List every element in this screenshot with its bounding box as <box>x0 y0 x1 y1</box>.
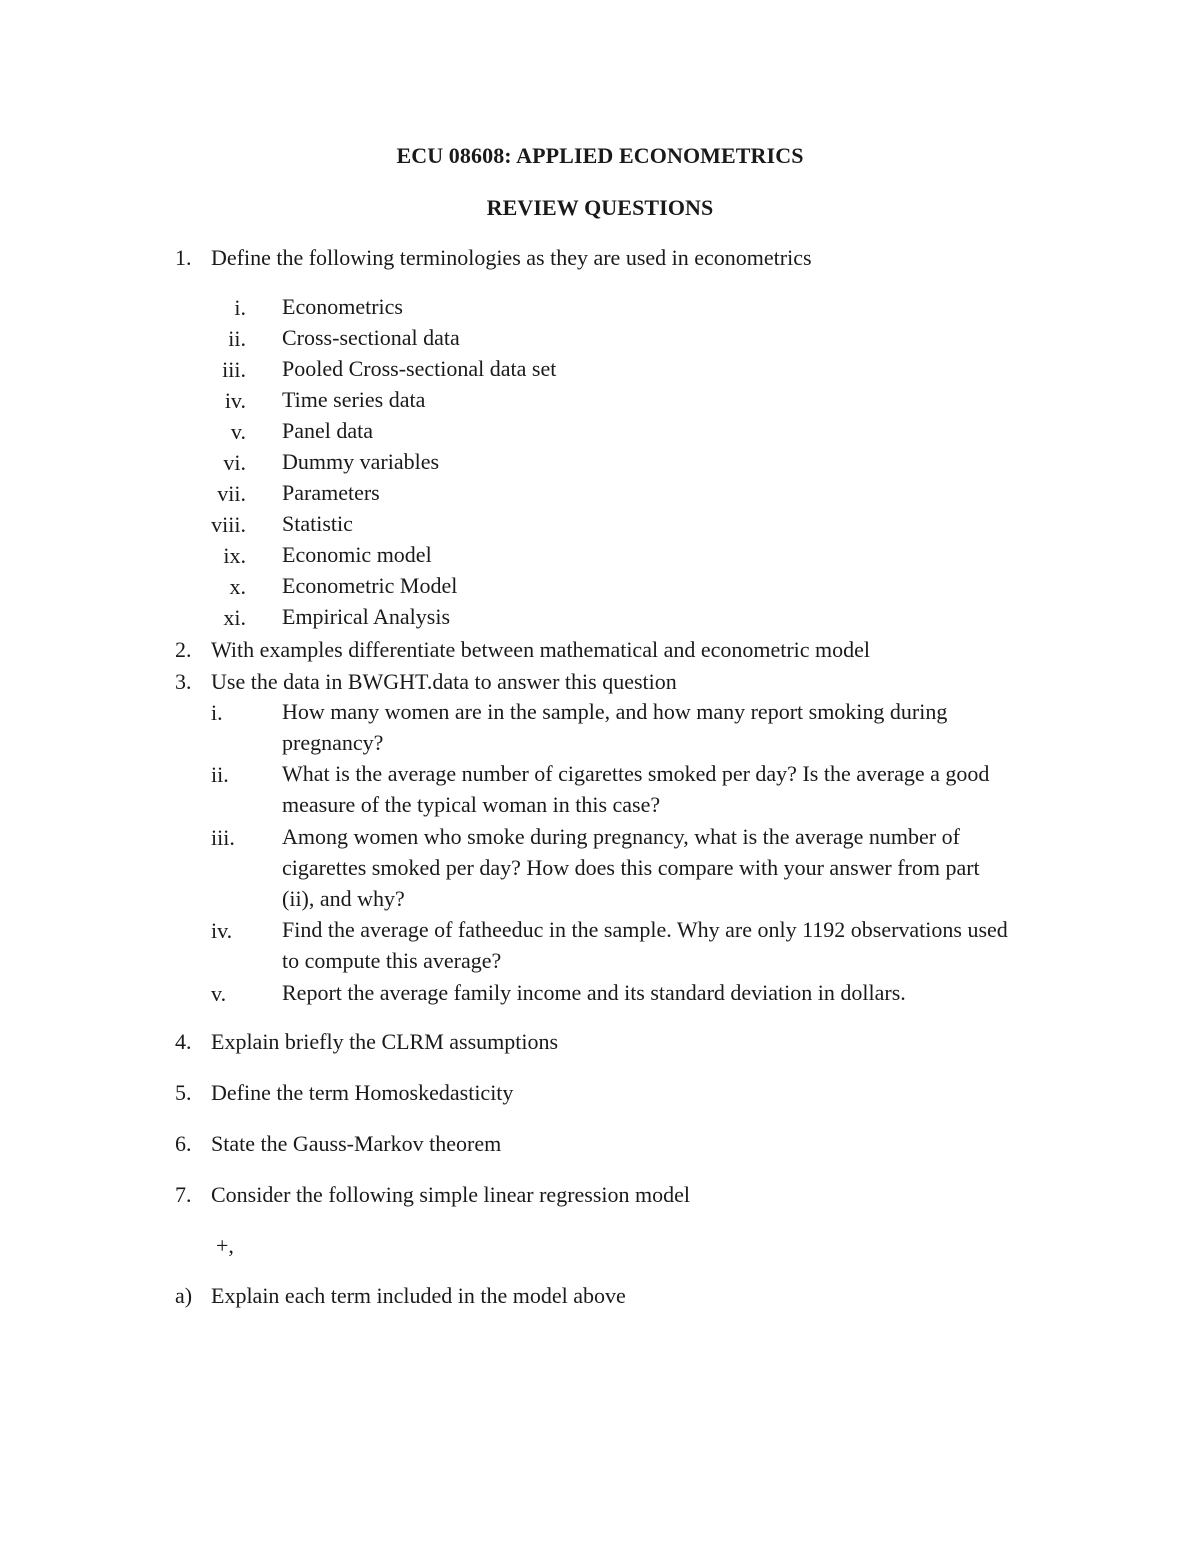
item-text: Time series data <box>282 387 426 412</box>
question-text: Define the following terminologies as they are used in econometrics <box>211 245 812 270</box>
item-numeral: ii. <box>211 762 229 787</box>
question-label: a) <box>175 1283 193 1308</box>
item-numeral: iii. <box>222 357 246 382</box>
item-text: Econometrics <box>282 294 403 319</box>
question-text: Explain briefly the CLRM assumptions <box>211 1029 559 1054</box>
item-text: Economic model <box>282 542 432 567</box>
item-text-line: How many women are in the sample, and how many report smoking during <box>282 699 948 724</box>
item-text: Empirical Analysis <box>282 604 451 629</box>
question-number: 2. <box>175 637 192 662</box>
item-text-line: to compute this average? <box>282 948 502 973</box>
item-text <box>282 821 1082 914</box>
item-numeral: vi. <box>223 450 246 475</box>
item-numeral: iv. <box>224 388 246 413</box>
question-text: Consider the following simple linear regression model <box>211 1182 691 1207</box>
item-text <box>282 758 1082 820</box>
item-numeral: iii. <box>211 825 235 850</box>
item-text <box>282 914 1082 976</box>
item-text-line: measure of the typical woman in this case? <box>282 792 661 817</box>
course-title: ECU 08608: APPLIED ECONOMETRICS <box>396 143 804 168</box>
item-numeral: ii. <box>228 326 246 351</box>
question-number: 5. <box>175 1080 192 1105</box>
item-text-line: pregnancy? <box>282 730 384 755</box>
item-numeral: ix. <box>223 543 246 568</box>
question-number: 4. <box>175 1029 192 1054</box>
item-text: Econometric Model <box>282 573 458 598</box>
question-number: 7. <box>175 1182 192 1207</box>
item-numeral: viii. <box>211 512 246 537</box>
question-text: Explain each term included in the model above <box>211 1283 626 1308</box>
item-numeral: xi. <box>223 605 246 630</box>
item-text-line: (ii), and why? <box>282 886 405 911</box>
item-numeral: vii. <box>217 481 246 506</box>
item-text: Cross-sectional data <box>282 325 460 350</box>
page-subtitle: REVIEW QUESTIONS <box>486 195 714 220</box>
question-number: 6. <box>175 1131 192 1156</box>
question-text: Use the data in BWGHT.data to answer this question <box>211 669 677 694</box>
question-number: 1. <box>175 245 192 270</box>
question-text: With examples differentiate between mathematical and econometric model <box>211 637 871 662</box>
item-text: Parameters <box>282 480 380 505</box>
question-text: State the Gauss-Markov theorem <box>211 1131 502 1156</box>
item-text-line: Among women who smoke during pregnancy, what is the average number of <box>282 824 960 849</box>
item-text <box>282 696 1082 758</box>
item-numeral: v. <box>211 981 227 1006</box>
item-text-line: Report the average family income and its standard deviation in dollars. <box>282 980 906 1005</box>
regression-equation: +, <box>216 1233 234 1258</box>
item-text: Dummy variables <box>282 449 440 474</box>
item-text: Panel data <box>282 418 374 443</box>
item-numeral: x. <box>229 574 246 599</box>
item-text-line: cigarettes smoked per day? How does this compare with your answer from part <box>282 855 980 880</box>
item-text: Pooled Cross-sectional data set <box>282 356 557 381</box>
question-text: Define the term Homoskedasticity <box>211 1080 514 1105</box>
item-numeral: i. <box>234 295 246 320</box>
item-numeral: iv. <box>211 918 233 943</box>
item-text-line: Find the average of fatheeduc in the sample. Why are only 1192 observations used <box>282 917 1008 942</box>
item-numeral: v. <box>230 419 246 444</box>
question-number: 3. <box>175 669 192 694</box>
item-text <box>282 977 1082 1008</box>
item-numeral: i. <box>211 700 223 725</box>
item-text: Statistic <box>282 511 353 536</box>
item-text-line: What is the average number of cigarettes smoked per day? Is the average a good <box>282 761 990 786</box>
